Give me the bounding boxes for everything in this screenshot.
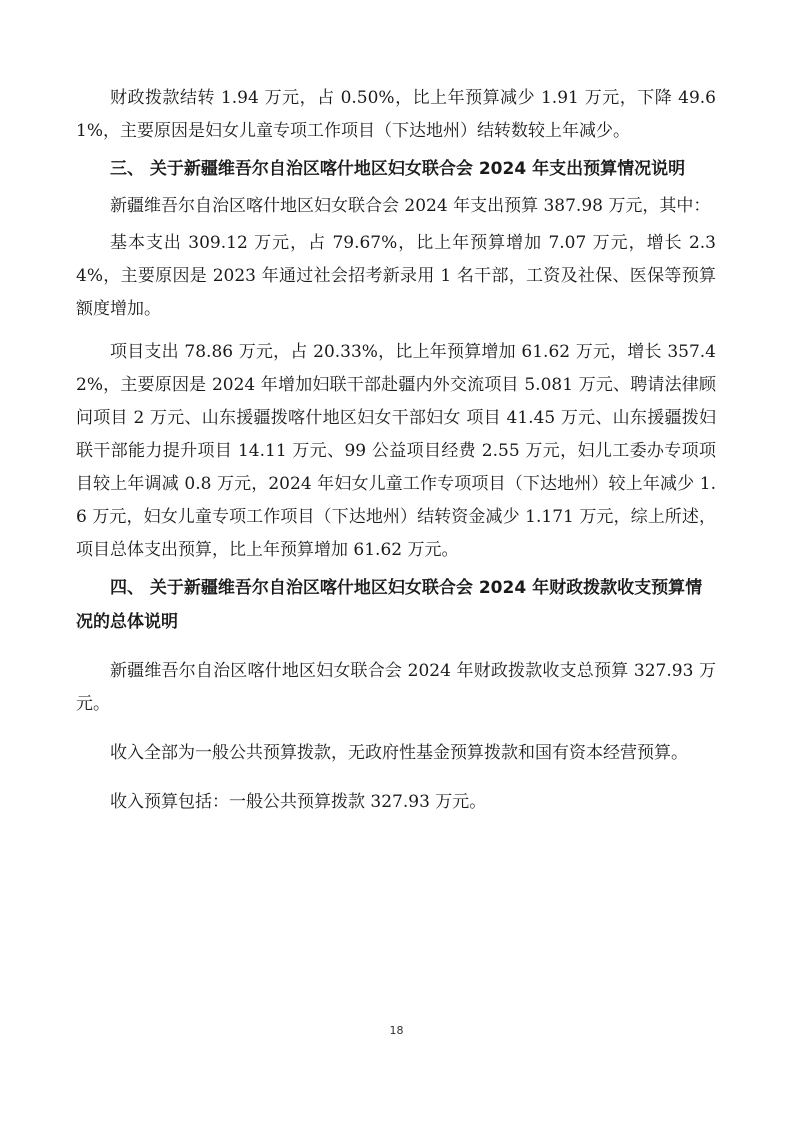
paragraph-carryover: 财政拨款结转 1.94 万元，占 0.50%，比上年预算减少 1.91 万元，下降 49.61%，主要原因是妇女儿童专项工作项目（下达地州）结转数较上年减少。 bbox=[76, 88, 716, 141]
page-number: 18 bbox=[389, 1024, 404, 1037]
document-body bbox=[76, 82, 716, 819]
paragraph-income-source: 收入全部为一般公共预算拨款，无政府性基金预算拨款和国有资本经营预算。 bbox=[110, 743, 688, 763]
paragraph-income-budget: 收入预算包括：一般公共预算拨款 327.93 万元。 bbox=[110, 792, 487, 812]
paragraph-fiscal-total: 新疆维吾尔自治区喀什地区妇女联合会 2024 年财政拨款收支总预算 327.93 万元。 bbox=[76, 661, 716, 714]
paragraph-basic-expenditure: 基本支出 309.12 万元，占 79.67%，比上年预算增加 7.07 万元，增长 2.34%，主要原因是 2023 年通过社会招考新录用 1 名干部，工资及社保、医保等预算额度增加。 bbox=[76, 233, 716, 319]
section-heading-3: 三、 关于新疆维吾尔自治区喀什地区妇女联合会 2024 年支出预算情况说明 bbox=[110, 159, 686, 179]
paragraph-project-expenditure: 项目支出 78.86 万元，占 20.33%，比上年预算增加 61.62 万元，增长 357.42%，主要原因是 2024 年增加妇联干部赴疆内外交流项目 5.081 万元、聘请法律顾问项目 2 万元、山东援疆拨喀什地区妇女干部妇女 项目 41.45 万元、山东援疆拨妇联干部能力提升项目 14.11 万元、99 公益项目经费 2.55 万元，妇儿工委办专项项目较上年调减 0.8 万元，2024 年妇女儿童工作专项项目（下达地州）较上年减少 1.6 万元，妇女儿童专项工作项目（下达地州）结转资金减少 1.171 万元，综上所述，项目总体支出预算，比上年预算增加 61.62 万元。 bbox=[76, 342, 716, 560]
section-heading-4: 四、 关于新疆维吾尔自治区喀什地区妇女联合会 2024 年财政拨款收支预算情况的总体说明 bbox=[76, 578, 703, 632]
paragraph-expenditure-total: 新疆维吾尔自治区喀什地区妇女联合会 2024 年支出预算 387.98 万元，其中： bbox=[110, 196, 711, 216]
